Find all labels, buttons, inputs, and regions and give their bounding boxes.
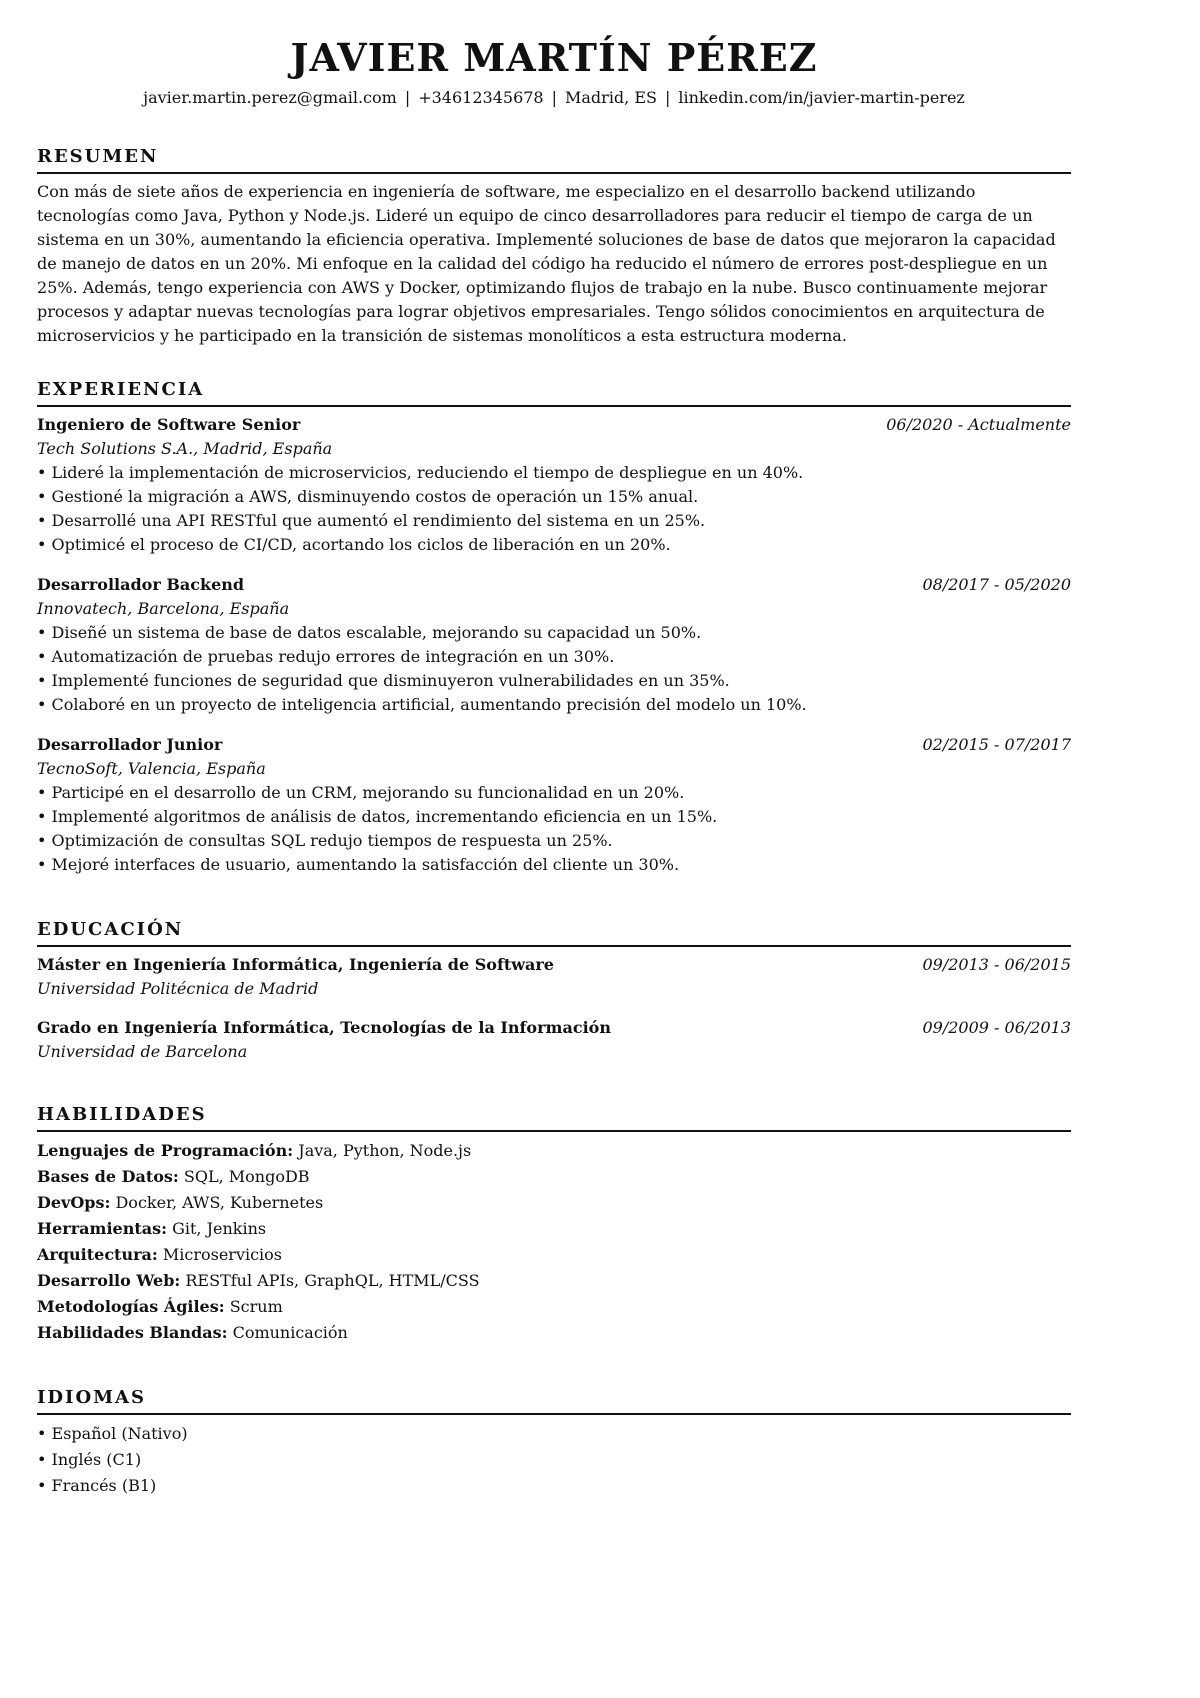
education-entry [37,953,1071,1001]
candidate-name: JAVIER MARTÍN PÉREZ [290,35,818,80]
job-achievements [37,781,1071,877]
achievement-item: • Mejoré interfaces de usuario, aumentando la satisfacción del cliente un 30%. [37,853,1071,877]
job-header [37,733,1071,757]
contact-linkedin: linkedin.com/in/javier-martin-perez [678,88,965,107]
skill-values: Comunicación [227,1323,348,1342]
contact-location: Madrid, ES [565,88,657,107]
section-divider [37,1130,1071,1132]
education-school: Universidad Politécnica de Madrid [37,979,319,998]
section-title-languages: IDIOMAS [37,1387,147,1408]
skill-category: Habilidades Blandas: [37,1323,228,1342]
skill-values: Microservicios [157,1245,283,1264]
achievement-item: • Colaboré en un proyecto de inteligencia artificial, aumentando precisión del modelo un 10%. [37,693,1071,717]
skill-values: Scrum [224,1297,283,1316]
contact-line [37,86,1071,110]
education-dates: 09/2013 - 06/2015 [922,955,1071,974]
skill-row [37,1190,1071,1216]
education-degree: Máster en Ingeniería Informática, Ingeniería de Software [37,955,554,974]
achievement-item: • Implementé algoritmos de análisis de datos, incrementando eficiencia en un 15%. [37,805,1071,829]
achievement-item: • Diseñé un sistema de base de datos escalable, mejorando su capacidad un 50%. [37,621,1071,645]
job-entry [37,573,1071,717]
skill-category: Metodologías Ágiles: [37,1297,225,1316]
achievement-item: • Implementé funciones de seguridad que disminuyeron vulnerabilidades en un 35%. [37,669,1071,693]
education-header [37,1016,1071,1040]
job-role: Desarrollador Junior [37,735,223,754]
skill-row [37,1242,1071,1268]
languages-section [37,1386,1071,1499]
job-entry [37,413,1071,557]
skill-row [37,1268,1071,1294]
education-header [37,953,1071,977]
achievement-item: • Desarrollé una API RESTful que aumentó el rendimiento del sistema en un 25%. [37,509,1071,533]
skill-category: Lenguajes de Programación: [37,1141,294,1160]
section-title-summary: RESUMEN [37,146,159,167]
contact-phone: +34612345678 [418,88,544,107]
contact-separator: | [664,88,671,107]
job-role: Desarrollador Backend [37,575,245,594]
language-item: • Inglés (C1) [37,1447,1071,1473]
job-dates: 06/2020 - Actualmente [886,415,1071,434]
skill-category: DevOps: [37,1193,111,1212]
language-item: • Francés (B1) [37,1473,1071,1499]
section-divider [37,945,1071,947]
job-entry [37,733,1071,877]
job-header [37,573,1071,597]
job-dates: 02/2015 - 07/2017 [922,735,1071,754]
skill-values: Docker, AWS, Kubernetes [110,1193,324,1212]
summary-text: Con más de siete años de experiencia en ingeniería de software, me especializo en el desarrollo backend utilizando tecnologías como Java, Python y Node.js. Lideré un equipo de cinco desarrolladores para reducir el tiempo de carga de un sistema en un 30%, aumentando la eficiencia operativa. Implementé soluciones de base de datos que mejoraron la capacidad de manejo de datos en un 20%. Mi enfoque en la calidad del código ha reducido el número de errores post-despliegue en un 25%. Además, tengo experiencia con AWS y Docker, optimizando flujos de trabajo en la nube. Busco continuamente mejorar procesos y adaptar nuevas tecnologías para lograr objetivos empresariales. Tengo sólidos conocimientos en arquitectura de microservicios y he participado en la transición de sistemas monolíticos a esta estructura moderna. [37,182,1056,345]
section-divider [37,405,1071,407]
achievement-item: • Optimización de consultas SQL redujo tiempos de respuesta un 25%. [37,829,1071,853]
section-divider [37,172,1071,174]
job-company: Innovatech, Barcelona, España [37,599,290,618]
education-dates: 09/2009 - 06/2013 [922,1018,1071,1037]
skill-category: Desarrollo Web: [37,1271,181,1290]
achievement-item: • Optimicé el proceso de CI/CD, acortando los ciclos de liberación en un 20%. [37,533,1071,557]
job-role: Ingeniero de Software Senior [37,415,301,434]
skill-category: Arquitectura: [37,1245,158,1264]
summary-section [37,145,1071,348]
skill-row [37,1138,1071,1164]
job-dates: 08/2017 - 05/2020 [922,575,1071,594]
job-achievements [37,461,1071,557]
achievement-item: • Participé en el desarrollo de un CRM, mejorando su funcionalidad en un 20%. [37,781,1071,805]
education-section [37,918,1071,1064]
section-title-experience: EXPERIENCIA [37,379,205,400]
section-title-education: EDUCACIÓN [37,919,184,940]
job-achievements [37,621,1071,717]
skill-category: Herramientas: [37,1219,168,1238]
section-title-skills: HABILIDADES [37,1104,207,1125]
skill-row [37,1294,1071,1320]
languages-list [37,1421,1071,1499]
skill-values: RESTful APIs, GraphQL, HTML/CSS [180,1271,480,1290]
skills-section [37,1103,1071,1346]
experience-section [37,378,1071,877]
achievement-item: • Gestioné la migración a AWS, disminuyendo costos de operación un 15% anual. [37,485,1071,509]
job-header [37,413,1071,437]
contact-separator: | [551,88,557,107]
achievement-item: • Automatización de pruebas redujo errores de integración en un 30%. [37,645,1071,669]
skill-row [37,1164,1071,1190]
language-item: • Español (Nativo) [37,1421,1071,1447]
education-degree: Grado en Ingeniería Informática, Tecnologías de la Información [37,1018,611,1037]
skill-values: Git, Jenkins [167,1219,267,1238]
education-entry [37,1016,1071,1064]
education-school: Universidad de Barcelona [37,1042,248,1061]
skills-list [37,1138,1071,1346]
skill-row [37,1320,1071,1346]
skill-category: Bases de Datos: [37,1167,179,1186]
contact-email: javier.martin.perez@gmail.com [143,88,397,107]
contact-separator: | [404,88,411,107]
job-company: TecnoSoft, Valencia, España [37,759,266,778]
achievement-item: • Lideré la implementación de microservicios, reduciendo el tiempo de despliegue en un 40%. [37,461,1071,485]
skill-values: SQL, MongoDB [178,1167,310,1186]
skill-row [37,1216,1071,1242]
skill-values: Java, Python, Node.js [293,1141,472,1160]
job-company: Tech Solutions S.A., Madrid, España [37,439,333,458]
section-divider [37,1413,1071,1415]
